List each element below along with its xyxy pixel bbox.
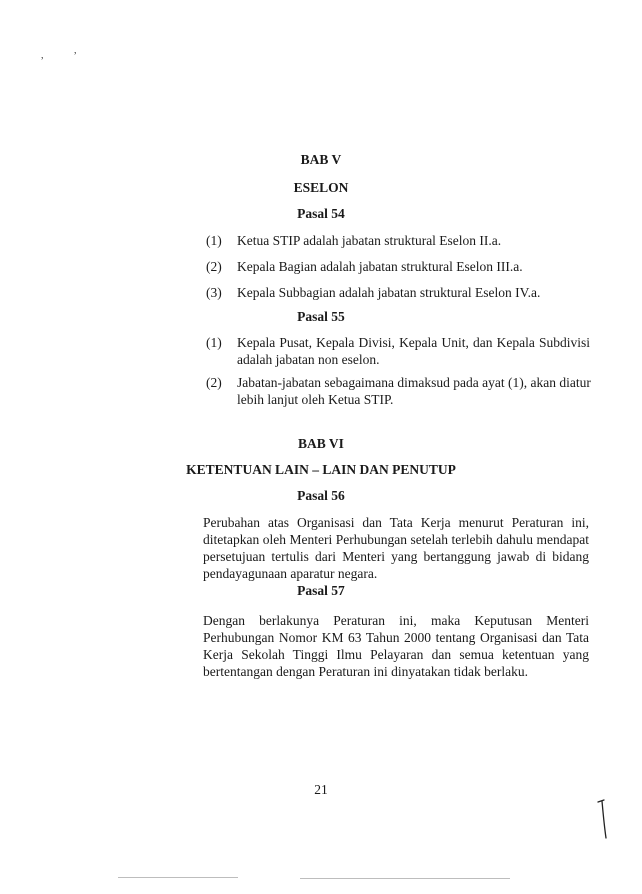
scan-speck: , xyxy=(41,50,44,61)
article-title: Pasal 54 xyxy=(297,206,345,221)
chapter-title: BAB VI xyxy=(298,436,344,451)
article-paragraph xyxy=(203,612,589,680)
scan-edge-line xyxy=(118,877,238,878)
list-item-text: Kepala Subbagian adalah jabatan struktural Eselon IV.a. xyxy=(237,285,541,300)
paragraph-line: Perhubungan Nomor KM 63 Tahun 2000 tentang Organisasi dan Tata xyxy=(203,630,589,645)
paragraph-line: ditetapkan oleh Menteri Perhubungan setelah terlebih dahulu mendapat xyxy=(203,532,589,547)
list-item-text-line: lebih lanjut oleh Ketua STIP. xyxy=(237,392,394,407)
list-item-text: Kepala Bagian adalah jabatan struktural Eselon III.a. xyxy=(237,259,523,274)
scan-speck: , xyxy=(74,45,77,56)
list-item-number: (2) xyxy=(206,375,222,390)
paragraph-line: Perubahan atas Organisasi dan Tata Kerja menurut Peraturan ini, xyxy=(203,515,589,530)
scan-edge-line xyxy=(300,878,510,879)
chapter-title: BAB V xyxy=(300,152,342,167)
list-item-number: (1) xyxy=(206,335,222,350)
list-item-text-line: Jabatan-jabatan sebagaimana dimaksud pada ayat (1), akan diatur xyxy=(237,375,591,390)
list-item-number: (3) xyxy=(206,285,222,300)
chapter-subtitle: ESELON xyxy=(293,180,349,195)
pen-stroke-mark xyxy=(594,798,614,842)
list-item xyxy=(206,334,590,368)
paragraph-line: persetujuan tertulis dari Menteri yang bertanggung jawab di bidang xyxy=(203,549,589,564)
list-item-text-line: Kepala Pusat, Kepala Divisi, Kepala Unit, dan Kepala Subdivisi xyxy=(237,335,590,350)
list-item xyxy=(206,374,590,408)
article-title: Pasal 56 xyxy=(297,488,345,503)
list-item-number: (1) xyxy=(206,233,222,248)
paragraph-line: Kerja Sekolah Tinggi Ilmu Pelayaran dan semua ketentuan yang xyxy=(203,647,589,662)
paragraph-line: Dengan berlakunya Peraturan ini, maka Keputusan Menteri xyxy=(203,613,589,628)
list-item-text: Ketua STIP adalah jabatan struktural Eselon II.a. xyxy=(237,233,502,248)
article-title: Pasal 57 xyxy=(297,583,345,598)
chapter-subtitle: KETENTUAN LAIN – LAIN DAN PENUTUP xyxy=(186,462,456,477)
paragraph-line: bertentangan dengan Peraturan ini dinyatakan tidak berlaku. xyxy=(203,664,529,679)
list-item-number: (2) xyxy=(206,259,222,274)
page-number: 21 xyxy=(314,782,328,797)
article-paragraph xyxy=(203,514,589,582)
list-item-text-line: adalah jabatan non eselon. xyxy=(237,352,380,367)
article-title: Pasal 55 xyxy=(297,309,345,324)
paragraph-line: pendayagunaan aparatur negara. xyxy=(203,566,378,581)
